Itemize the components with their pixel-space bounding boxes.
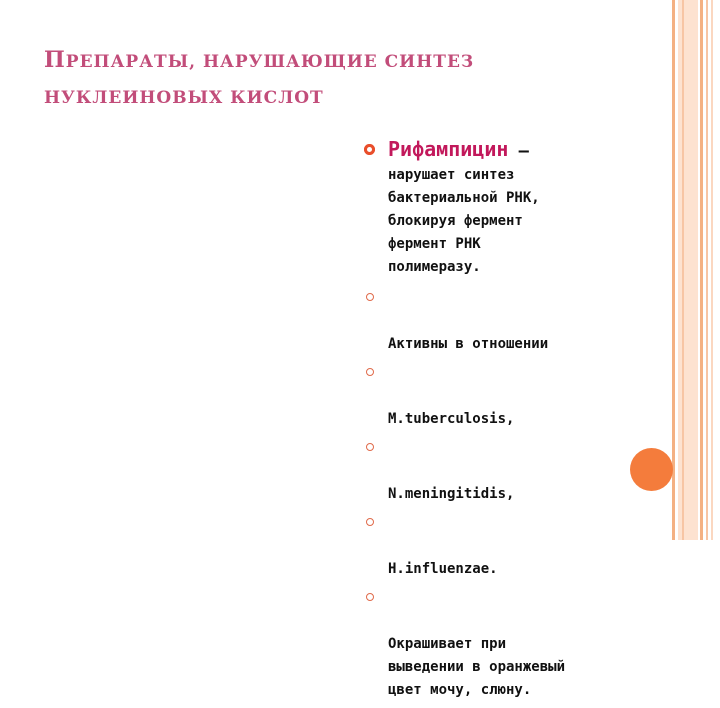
sub-bullet-icon xyxy=(366,518,374,526)
main-bullet-icon xyxy=(364,144,375,155)
sub-bullet-icon xyxy=(366,293,374,301)
list-item-text: N.meningitidis, xyxy=(388,486,515,502)
title-line-2: НУКЛЕИНОВЫХ КИСЛОТ xyxy=(44,88,324,108)
list-item-text: Активны в отношении xyxy=(388,336,549,352)
decorative-stripes xyxy=(672,0,716,540)
stripe xyxy=(700,0,703,540)
slide-title xyxy=(44,42,644,116)
title-line-1 xyxy=(44,42,644,80)
sub-bullet-icon xyxy=(366,443,374,451)
stripe xyxy=(672,0,675,540)
main-list-item xyxy=(356,136,656,279)
stripe xyxy=(711,0,713,540)
drug-description: нарушает синтез бактериальной РНК, блокируя фермент фермент РНК полимеразу. xyxy=(388,167,540,275)
list-item xyxy=(356,512,656,581)
heading-dash: – xyxy=(508,141,529,161)
stripe xyxy=(706,0,708,540)
list-item-text: M.tuberculosis, xyxy=(388,411,515,427)
drug-name-heading: Рифампицин xyxy=(388,137,509,161)
list-item xyxy=(356,287,656,356)
decorative-circle xyxy=(630,448,673,491)
list-item xyxy=(356,437,656,506)
list-item-text: Окрашивает при выведении в оранжевый цвет мочу, слюну. xyxy=(388,636,566,698)
list-item xyxy=(356,587,656,702)
sub-bullet-icon xyxy=(366,368,374,376)
content-list xyxy=(356,136,656,708)
list-item-text: H.influenzae. xyxy=(388,561,498,577)
title-line-1-rest: РЕПАРАТЫ, НАРУШАЮЩИЕ СИНТЕЗ xyxy=(65,52,475,72)
stripe xyxy=(682,0,684,540)
list-item xyxy=(356,362,656,431)
stripe xyxy=(678,0,698,540)
title-initial: П xyxy=(44,47,66,73)
sub-bullet-icon xyxy=(366,593,374,601)
